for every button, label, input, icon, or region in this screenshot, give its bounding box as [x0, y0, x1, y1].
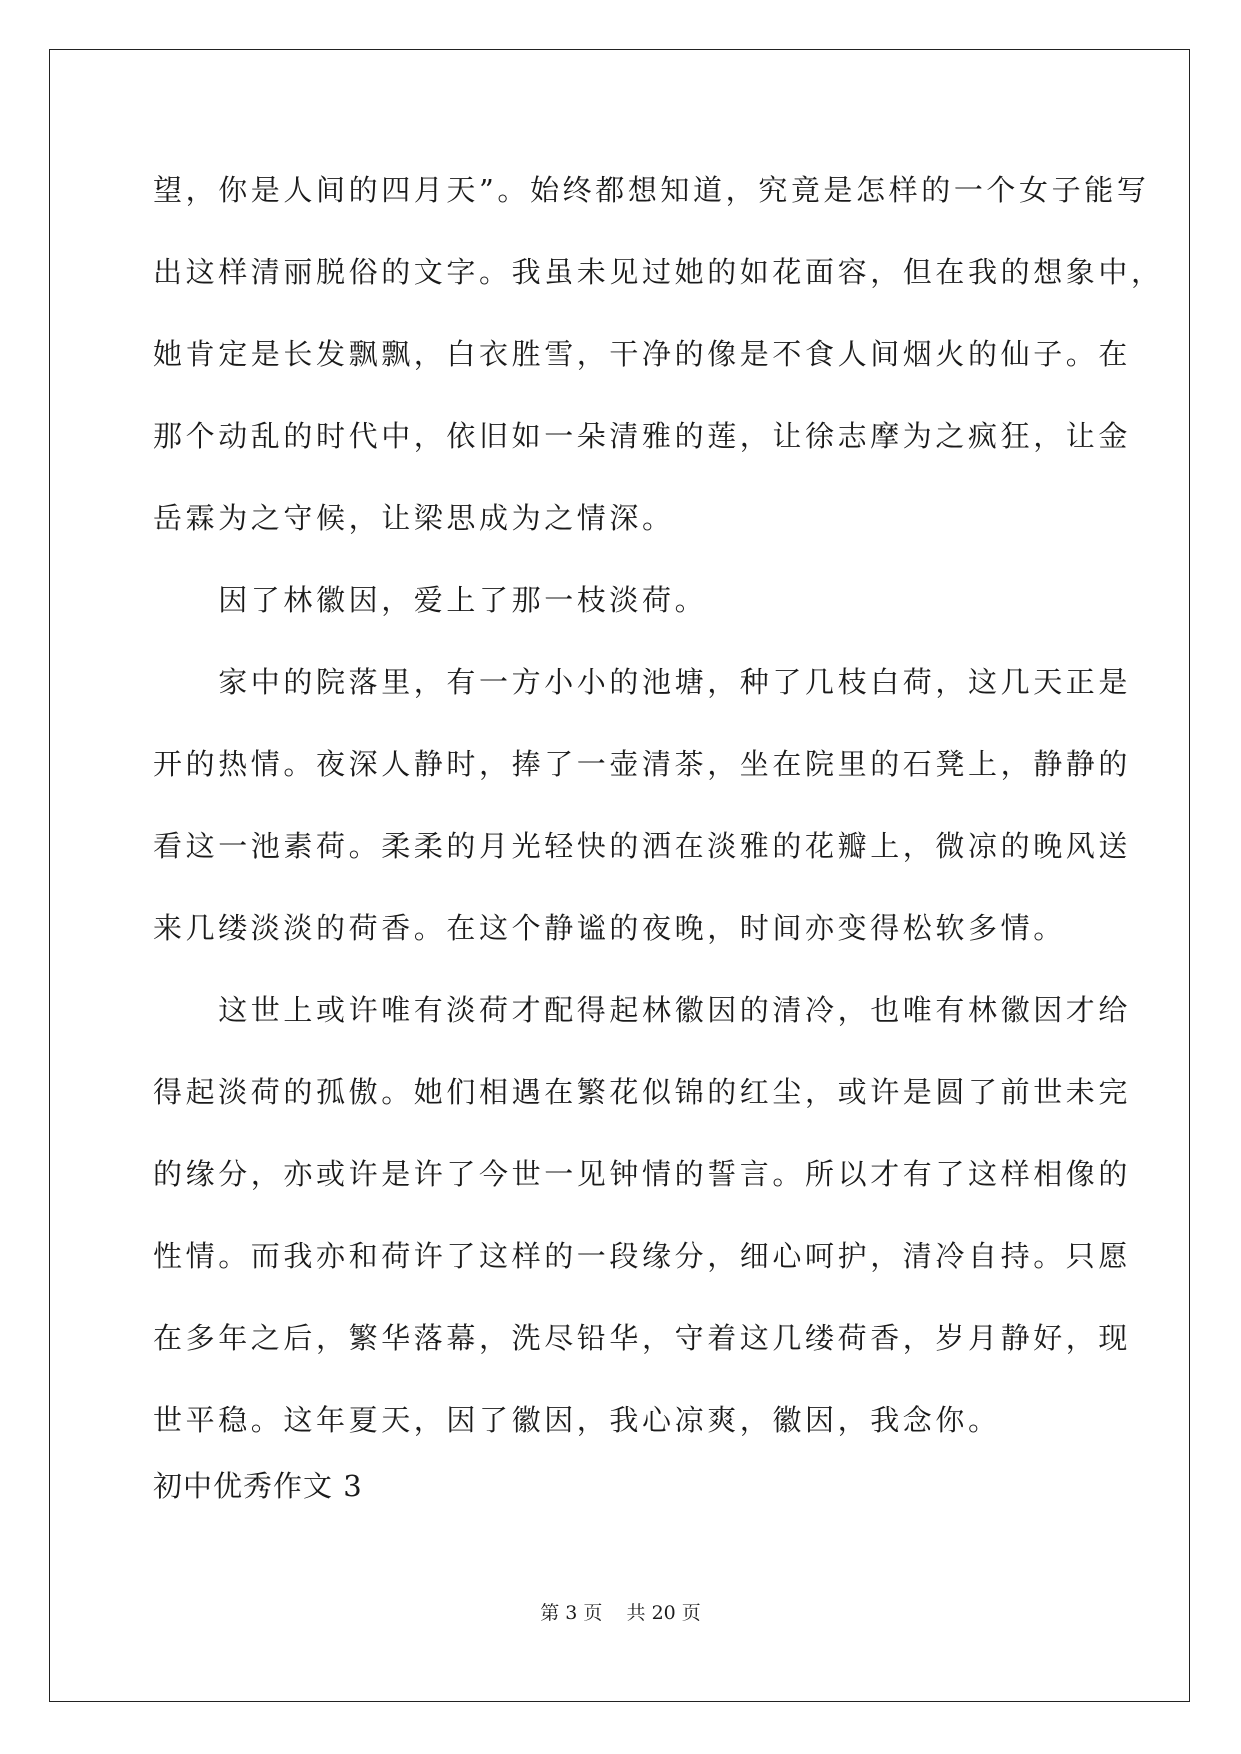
text-line: 因了林徽因，爱上了那一枝淡荷。: [153, 583, 708, 617]
page-border: [49, 49, 1190, 1702]
text-line: 岳霖为之守候，让梁思成为之情深。: [153, 501, 675, 535]
text-line: 家中的院落里，有一方小小的池塘，种了几枝白荷，这几天正是: [153, 665, 1132, 699]
section-heading: 初中优秀作文 3: [153, 1469, 363, 1503]
page-total: 共 20 页: [626, 1602, 701, 1624]
text-line: 出这样清丽脱俗的文字。我虽未见过她的如花面容，但在我的想象中，: [153, 255, 1164, 289]
text-line: 看这一池素荷。柔柔的月光轻快的洒在淡雅的花瓣上，微凉的晚风送: [153, 829, 1132, 863]
text-line: 开的热情。夜深人静时，捧了一壶清茶，坐在院里的石凳上，静静的: [153, 747, 1132, 781]
text-line: 来几缕淡淡的荷香。在这个静谧的夜晚，时间亦变得松软多情。: [153, 911, 1066, 945]
text-line: 的缘分，亦或许是许了今世一见钟情的誓言。所以才有了这样相像的: [153, 1157, 1132, 1191]
text-line: 世平稳。这年夏天，因了徽因，我心凉爽，徽因，我念你。: [153, 1403, 1001, 1437]
text-line: 得起淡荷的孤傲。她们相遇在繁花似锦的红尘，或许是圆了前世未完: [153, 1075, 1132, 1109]
page-footer: [0, 1601, 1241, 1625]
text-line: 望，你是人间的四月天”。始终都想知道，究竟是怎样的一个女子能写: [153, 173, 1150, 207]
text-line: 她肯定是长发飘飘，白衣胜雪，干净的像是不食人间烟火的仙子。在: [153, 337, 1132, 371]
text-line: 那个动乱的时代中，依旧如一朵清雅的莲，让徐志摩为之疯狂，让金: [153, 419, 1132, 453]
text-line: 这世上或许唯有淡荷才配得起林徽因的清冷，也唯有林徽因才给: [153, 993, 1132, 1027]
page-number: 第 3 页: [540, 1602, 603, 1624]
text-line: 性情。而我亦和荷许了这样的一段缘分，细心呵护，清冷自持。只愿: [153, 1239, 1132, 1273]
text-line: 在多年之后，繁华落幕，洗尽铅华，守着这几缕荷香，岁月静好，现: [153, 1321, 1132, 1355]
